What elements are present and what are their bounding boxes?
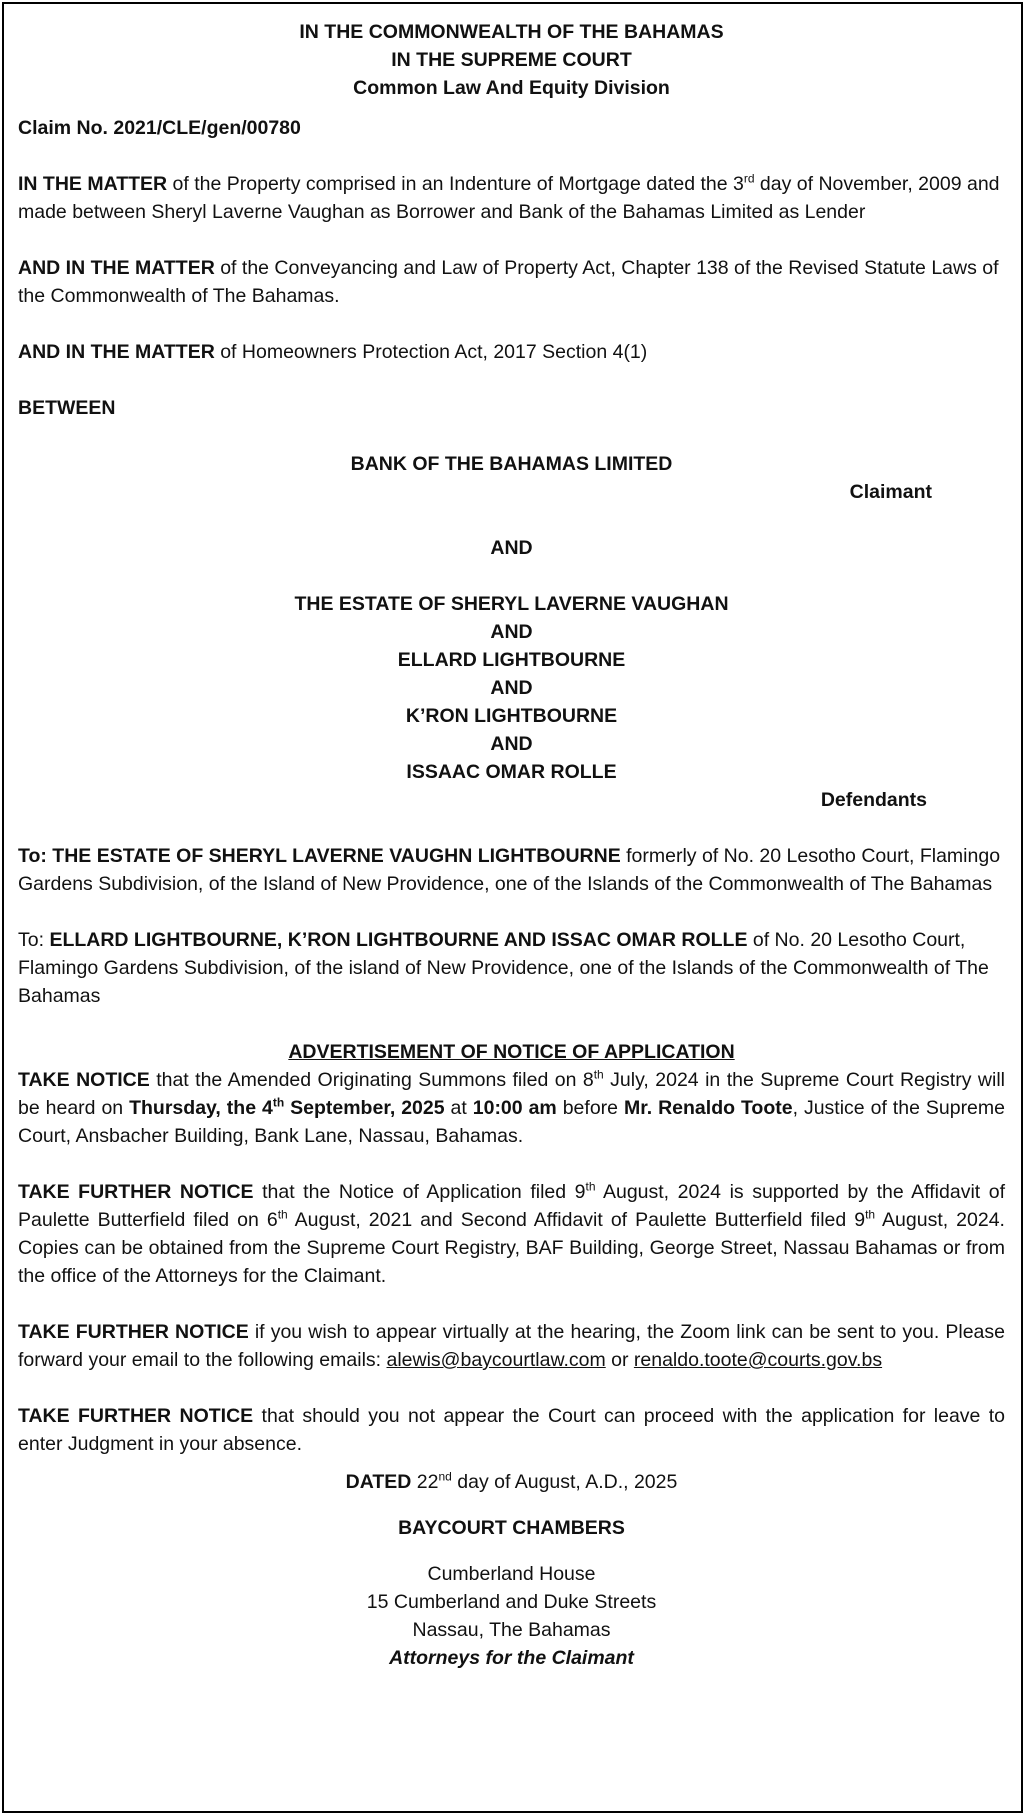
hearing-date: Thursday, the 4 [129,1097,273,1119]
defendants-label: Defendants [820,789,927,811]
notice-text: August, 2021 and Second Affidavit of Paulette Butterfield filed 9 [287,1209,866,1231]
dated-sup: nd [438,1469,452,1484]
matter-3 [18,338,1005,366]
address-line: Nassau, The Bahamas [412,1619,611,1641]
and-label: AND [490,537,533,559]
legal-notice [18,18,1005,1672]
claimant-name: BANK OF THE BAHAMAS LIMITED [350,453,673,475]
dated-lead: DATED [345,1471,412,1493]
notice-text: at [444,1097,473,1119]
court-heading-2: IN THE SUPREME COURT [391,49,632,71]
to-estate-lead: To: THE ESTATE OF SHERYL LAVERNE VAUGHN LIGHTBOURNE [18,845,621,867]
defendant-line: ISSAAC OMAR ROLLE [406,761,617,783]
firm-address [18,1560,1005,1644]
defendant-line: THE ESTATE OF SHERYL LAVERNE VAUGHAN [294,593,729,615]
notice-sup: th [272,1095,285,1110]
defendant-line: AND [490,733,533,755]
notice-text: that the Amended Originating Summons filed on 8 [149,1069,594,1091]
matter-2 [18,254,1005,310]
to-estate [18,842,1005,898]
hearing-time: 10:00 am [472,1097,557,1119]
matter-1-sup: rd [743,171,755,186]
notice-text: August, 2024. Copies can be obtained from the Supreme Court Registry, BAF Building, George Street, Nassau Bahamas or from the office of the Attorneys for the Claimant. [18,1209,1005,1287]
notice-sup: th [585,1179,596,1194]
justice-name: Mr. Renaldo Toote [623,1097,793,1119]
defendants-list [18,590,1005,786]
notice-sup: th [593,1067,604,1082]
matter-2-lead: AND IN THE MATTER [18,257,215,279]
notice-text: that should you not appear the Court can proceed with the application for leave to enter Judgment in your absence. [18,1405,1006,1455]
court-heading-3: Common Law And Equity Division [353,77,670,99]
matter-1-lead: IN THE MATTER [18,173,168,195]
matter-3-lead: AND IN THE MATTER [18,341,215,363]
notice-text: if you wish to appear virtually at the hearing, the Zoom link can be sent to you. Please forward your email to the following emails: [18,1321,1005,1371]
defendant-line: AND [490,621,533,643]
matter-3-text: of Homeowners Protection Act, 2017 Section 4(1) [214,341,648,363]
notice-text: , Justice of the Supreme Court, Ansbacher Building, Bank Lane, Nassau, Bahamas. [18,1097,1005,1147]
notice-text: August, 2024 is supported by the Affidavit of Paulette Butterfield filed on 6 [18,1181,1006,1231]
notice-text: or [605,1349,634,1371]
attorneys-label: Attorneys for the Claimant [389,1647,634,1669]
to-defendants-lead: ELLARD LIGHTBOURNE, K’RON LIGHTBOURNE AND ISSAC OMAR ROLLE [49,929,748,951]
defendant-line: AND [490,677,533,699]
advertisement-title: ADVERTISEMENT OF NOTICE OF APPLICATION [288,1041,735,1063]
address-line: 15 Cumberland and Duke Streets [366,1591,657,1613]
address-line: Cumberland House [427,1563,596,1585]
notice-sup: th [277,1207,288,1222]
notice-sup: th [865,1207,876,1222]
notice-affidavit-lead: TAKE FURTHER NOTICE [18,1181,254,1203]
hearing-date-rest: September, 2025 [284,1097,445,1119]
claimant-label: Claimant [849,481,932,503]
email-link-alewis[interactable]: alewis@baycourtlaw.com [386,1349,606,1371]
notice-hearing-lead: TAKE NOTICE [18,1069,150,1091]
matter-1 [18,170,1005,226]
claim-number: Claim No. 2021/CLE/gen/00780 [18,117,301,139]
notice-affidavit [18,1178,1005,1290]
notice-virtual [18,1318,1005,1374]
matter-1-text-a: of the Property comprised in an Indenture of Mortgage dated the 3 [167,173,744,195]
dated-text: day of August, A.D., 2025 [451,1471,678,1493]
firm-name: BAYCOURT CHAMBERS [398,1517,625,1539]
to-defendants [18,926,1005,1010]
matter-1-text-b: day of November, 2009 and made between Sheryl Laverne Vaughan as Borrower and Bank of the Bahamas Limited as Lender [18,173,1000,223]
notice-virtual-lead: TAKE FURTHER NOTICE [18,1321,249,1343]
notice-text: July, 2024 in the Supreme Court Registry will be heard on [18,1069,1005,1119]
notice-text: that the Notice of Application filed 9 [253,1181,586,1203]
defendant-line: K’RON LIGHTBOURNE [405,705,618,727]
dated-text: 22 [411,1471,439,1493]
between-label: BETWEEN [18,397,116,419]
matter-2-text: of the Conveyancing and Law of Property Act, Chapter 138 of the Revised Statute Laws of the Commonwealth of The Bahamas. [18,257,999,307]
notice-absence [18,1402,1005,1458]
to-defendants-pre: To: [18,929,50,951]
to-defendants-text: of No. 20 Lesotho Court, Flamingo Gardens Subdivision, of the island of New Providence, one of the Islands of the Commonwealth of The Bahamas [18,929,989,1007]
notice-text: before [556,1097,624,1119]
court-heading-1: IN THE COMMONWEALTH OF THE BAHAMAS [299,21,724,43]
dated-line [18,1468,1005,1496]
email-link-toote[interactable]: renaldo.toote@courts.gov.bs [633,1349,883,1371]
defendant-line: ELLARD LIGHTBOURNE [397,649,626,671]
notice-hearing [18,1066,1005,1150]
notice-absence-lead: TAKE FURTHER NOTICE [18,1405,254,1427]
to-estate-text: formerly of No. 20 Lesotho Court, Flamingo Gardens Subdivision, of the Island of New Providence, one of the Islands of the Commonwealth of The Bahamas [18,845,1001,895]
